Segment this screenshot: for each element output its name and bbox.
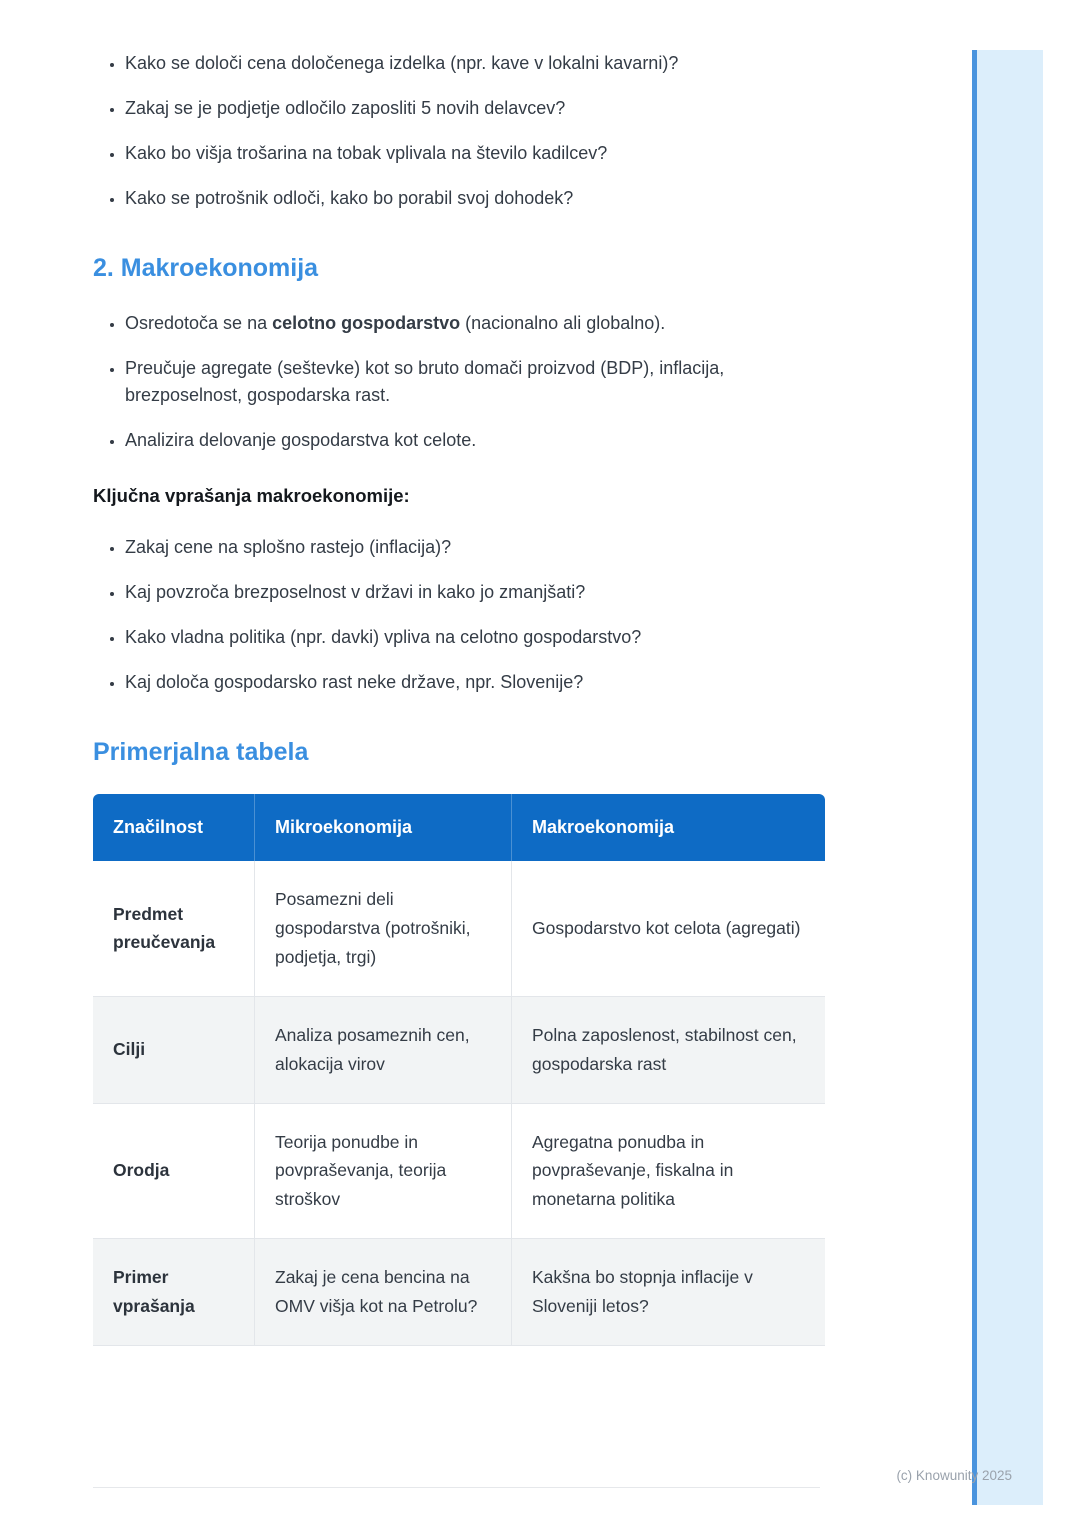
table-row [93,1104,825,1240]
table-cell-micro: Teorija ponudbe in povpraševanja, teorija stroškov [255,1104,512,1240]
bullet-item: • Analizira delovanje gospodarstva kot celote. [125,427,775,453]
table-header-cell-makroekonomija: Makroekonomija [512,794,825,861]
bullet-item: • Zakaj cene na splošno rastejo (inflacija)? [125,534,825,560]
table-cell-macro: Agregatna ponudba in povpraševanje, fiskalna in monetarna politika [512,1104,825,1240]
bullet-item: • Kaj povzroča brezposelnost v državi in kako jo zmanjšati? [125,579,825,605]
bullet-item: • Kako vladna politika (npr. davki) vpliva na celotno gospodarstvo? [125,624,825,650]
table-row [93,997,825,1104]
page-divider [93,1487,820,1488]
bullet-item: • Kaj določa gospodarsko rast neke države, npr. Slovenije? [125,669,825,695]
table-cell-micro: Zakaj je cena bencina na OMV višja kot na Petrolu? [255,1239,512,1346]
table-row [93,1239,825,1346]
bullet-item: • Kako se potrošnik odloči, kako bo porabil svoj dohodek? [125,185,825,211]
table-header-cell-mikroekonomija: Mikroekonomija [255,794,512,861]
table-cell-feature: Primer vprašanja [93,1239,255,1346]
section-heading-primerjalna-tabela: Primerjalna tabela [93,738,309,767]
key-questions-heading: Ključna vprašanja makroekonomije: [93,484,410,506]
table-cell-macro: Kakšna bo stopnja inflacije v Sloveniji letos? [512,1239,825,1346]
macro-questions-list [93,534,825,695]
bullet-item [125,310,775,336]
table-body [93,861,825,1346]
bullet-item: • Preučuje agregate (seštevke) kot so bruto domači proizvod (BDP), inflacija, brezposelnost, gospodarska rast. [125,355,775,407]
bullet-text: (nacionalno ali globalno). [460,313,666,334]
table-cell-macro: Polna zaposlenost, stabilnost cen, gospodarska rast [512,997,825,1104]
page-edge-strip [972,50,1043,1505]
table-header [93,794,825,861]
table-header-cell-znacilnost: Značilnost [93,794,255,861]
bullet-item: • Kako bo višja trošarina na tobak vplivala na število kadilcev? [125,140,825,166]
table-cell-micro: Posamezni deli gospodarstva (potrošniki, podjetja, trgi) [255,861,512,997]
bullet-text: Osredotoča se na [125,313,273,334]
table-cell-feature: Predmet preučevanja [93,861,255,997]
comparison-table [93,794,825,1346]
table-row [93,861,825,997]
table-cell-feature: Orodja [93,1104,255,1240]
comparison-table-wrapper [93,794,825,1346]
table-cell-feature: Cilji [93,997,255,1104]
footer-credit: (c) Knowunity 2025 [896,1468,1012,1483]
table-header-row [93,794,825,861]
bullet-item: • Zakaj se je podjetje odločilo zaposliti 5 novih delavcev? [125,95,825,121]
macro-description-list [93,310,825,452]
bullet-text-bold: celotno gospodarstvo [272,313,461,334]
table-cell-micro: Analiza posameznih cen, alokacija virov [255,997,512,1104]
document-content [93,50,825,1346]
page-edge-accent-bar [972,50,977,1505]
page-edge-track [977,50,1043,1505]
section-heading-makroekonomija: 2. Makroekonomija [93,254,319,283]
bullet-item: • Kako se določi cena določenega izdelka (npr. kave v lokalni kavarni)? [125,50,825,76]
table-cell-macro: Gospodarstvo kot celota (agregati) [512,861,825,997]
micro-questions-list [93,50,825,211]
